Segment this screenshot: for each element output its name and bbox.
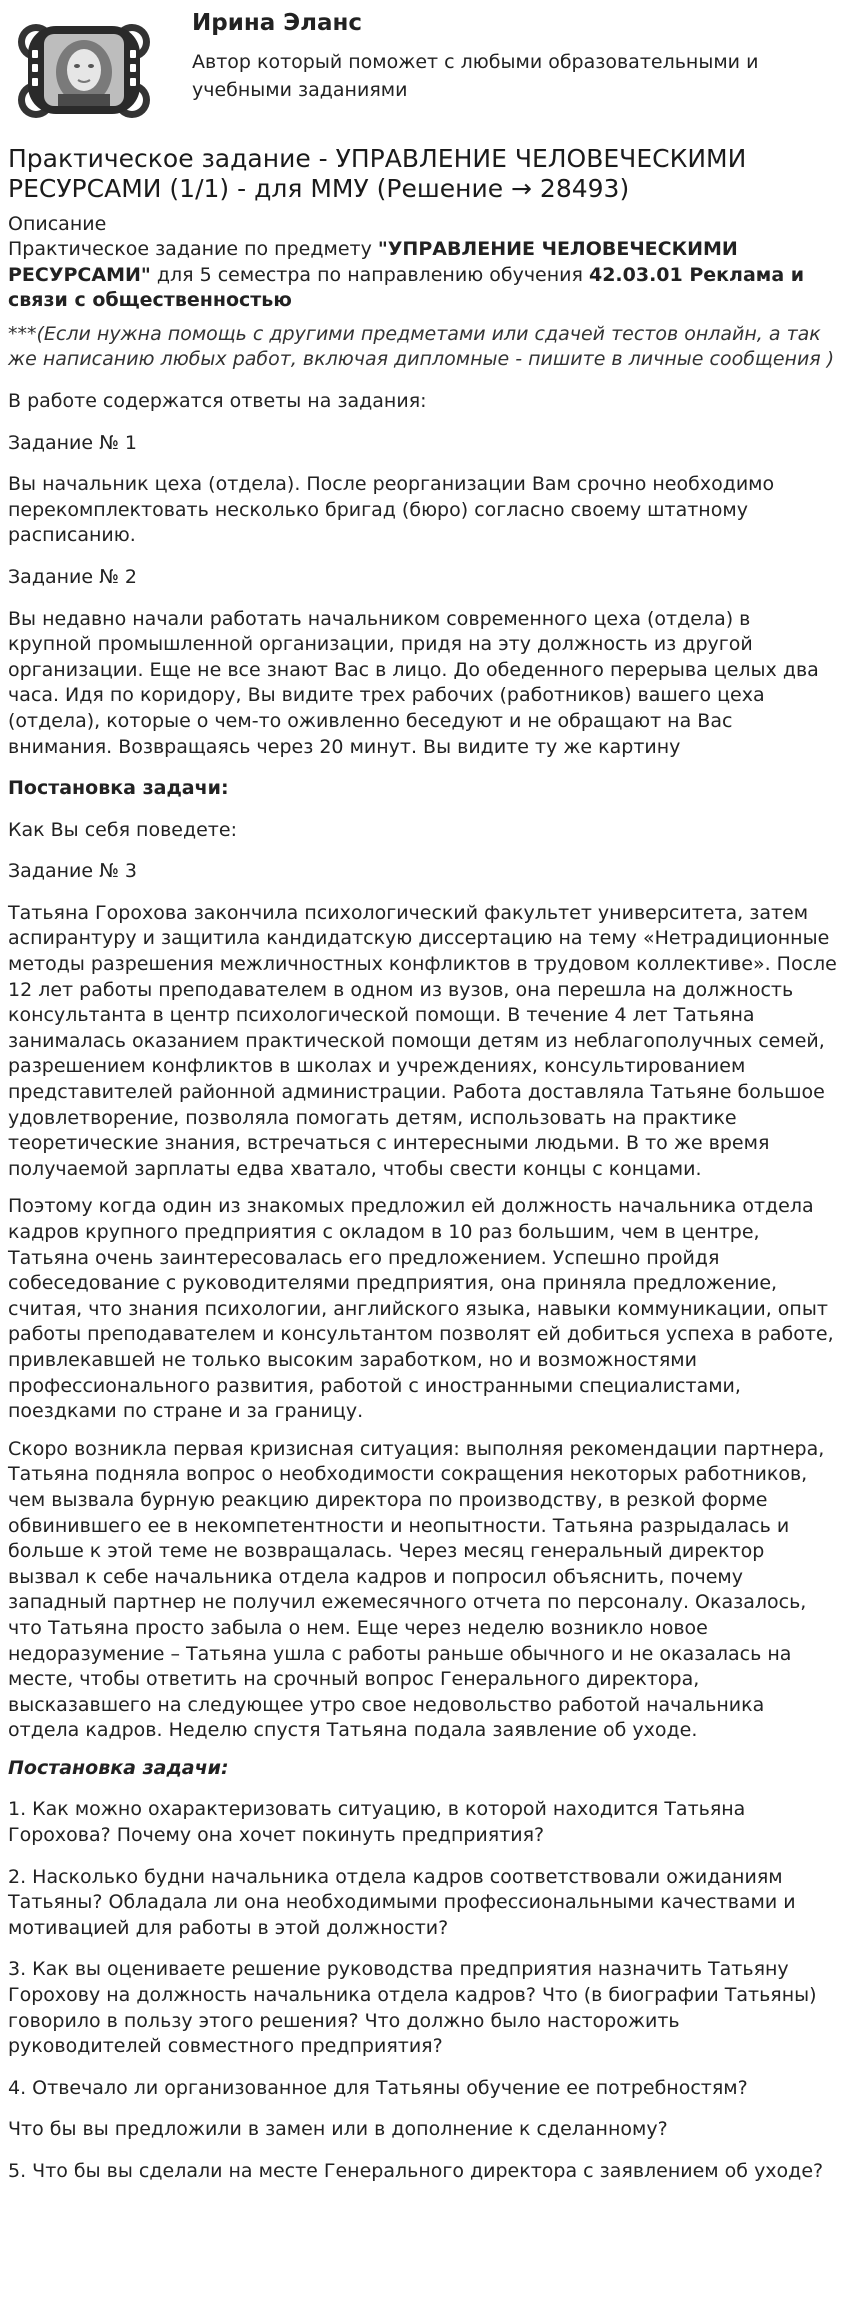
author-card [8, 0, 839, 128]
task3-question: 3. Как вы оцениваете решение руководства предприятия назначить Татьяну Горохову на должность начальника отдела кадров? Что (в биографии Татьяны) говорило в пользу этого решения? Что должно было насторожить руководителей совместного предприятия? [8, 1958, 817, 2058]
task3-question: 4. Отвечало ли организованное для Татьяны обучение ее потребностям? [8, 2076, 748, 2099]
intro-paragraph [8, 237, 839, 314]
task2-heading: Задание № 2 [8, 565, 137, 588]
task3-paragraph: Татьяна Горохова закончила психологический факультет университета, затем аспирантуру и защитила кандидатскую диссертацию на тему «Нетрадиционные методы разрешения межличностных конфликтов в трудовом коллективе». После 12 лет работы преподавателем в одном из вузов, она перешла на должность консультанта в центр психологической помощи. В течение 4 лет Татьяна занималась оказанием практической помощи детям из неблагополучных семей, разрешением конфликтов в школах и учреждениях, консультированием представителей районной администрации. Работа доставляла Татьяне большое удовлетворение, позволяла помогать детям, использовать на практике теоретические знания, встречаться с интересными людьми. В то же время получаемой зарплаты едва хватало, чтобы свести концы с концами. [8, 901, 837, 1180]
author-name[interactable]: Ирина Эланс [192, 10, 363, 36]
task3-question: 2. Насколько будни начальника отдела кадров соответствовали ожиданиям Татьяны? Обладала ли она необходимыми профессиональными качествами и мотивацией для работы в этой должности? [8, 1865, 796, 1939]
help-note: ***(Если нужна помощь с другими предметами или сдачей тестов онлайн, а так же написанию любых работ, включая дипломные - пишите в личные сообщения ) [8, 322, 835, 371]
intro-text-1: Практическое задание по предмету [8, 238, 378, 260]
film-reel-avatar-icon [14, 20, 154, 120]
task3-question: Что бы вы предложили в замен или в дополнение к сделанному? [8, 2118, 668, 2141]
intro-direction: 42.03.01 Реклама и связи с общественностью [8, 263, 805, 312]
page-title: Практическое задание - УПРАВЛЕНИЕ ЧЕЛОВЕЧЕСКИМИ РЕСУРСАМИ (1/1) - для ММУ (Решение → 28493) [8, 144, 747, 203]
task3-problem-heading: Постановка задачи: [8, 1756, 229, 1779]
contains-text: В работе содержатся ответы на задания: [8, 389, 427, 412]
avatar[interactable] [14, 20, 154, 120]
task2-text: Вы недавно начали работать начальником современного цеха (отдела) в крупной промышленной организации, придя на эту должность из другой организации. Еще не все знают Вас в лицо. До обеденного перерыва целых два часа. Идя по коридору, Вы видите трех рабочих (работников) вашего цеха (отдела), которые о чем-то оживленно беседуют и не обращают на Вас внимания. Возвращаясь через 20 минут. Вы видите ту же картину [8, 607, 819, 758]
task3-paragraph: Скоро возникла первая кризисная ситуация: выполняя рекомендации партнера, Татьяна подняла вопрос о необходимости сокращения некоторых работников, чем вызвала бурную реакцию директора по производству, в резкой форме обвинившего ее в некомпетентности и неопытности. Татьяна разрыдалась и больше к этой теме не возвращалась. Через месяц генеральный директор вызвал к себе начальника отдела кадров и попросил объяснить, почему западный партнер не получил ежемесячного отчета по персоналу. Оказалось, что Татьяна просто забыла о нем. Еще через неделю возникло новое недоразумение – Татьяна ушла с работы раньше обычного и не оказалась на месте, чтобы ответить на срочный вопрос Генерального директора, высказавшего на следующее утро свое недовольство работой начальника отдела кадров. Неделю спустя Татьяна подала заявление об уходе. [8, 1437, 825, 1742]
intro-subject: "УПРАВЛЕНИЕ ЧЕЛОВЕЧЕСКИМИ РЕСУРСАМИ" [8, 238, 738, 286]
task3-question: 5. Что бы вы сделали на месте Генерального директора с заявлением об уходе? [8, 2160, 824, 2182]
intro-text-2: для 5 семестра по направлению обучения [150, 263, 589, 286]
task2-problem-heading: Постановка задачи: [8, 777, 229, 800]
task2-question: Как Вы себя поведете: [8, 818, 237, 841]
task3-heading: Задание № 3 [8, 860, 137, 883]
author-description: Автор который поможет с любыми образовательными и учебными заданиями [192, 51, 759, 101]
task3-question: 1. Как можно охарактеризовать ситуацию, в которой находится Татьяна Горохова? Почему она хочет покинуть предприятия? [8, 1798, 746, 1847]
description-label: Описание [8, 213, 107, 235]
task3-paragraph: Поэтому когда один из знакомых предложил ей должность начальника отдела кадров крупного предприятия с окладом в 10 раз большим, чем в центре, Татьяна очень заинтересовалась его предложением. Успешно пройдя собеседование с руководителями предприятия, она приняла предложение, считая, что знания психологии, английского языка, навыки коммуникации, опыт работы преподавателем и консультантом позволят ей добиться успеха в работе, привлекавшей не только высоким заработком, но и возможностями профессионального развития, работой с иностранными специалистами, поездками по стране и за границу. [8, 1195, 834, 1423]
task1-heading: Задание № 1 [8, 431, 137, 454]
task1-text: Вы начальник цеха (отдела). После реорганизации Вам срочно необходимо перекомплектовать несколько бригад (бюро) согласно своему штатному расписанию. [8, 473, 775, 547]
